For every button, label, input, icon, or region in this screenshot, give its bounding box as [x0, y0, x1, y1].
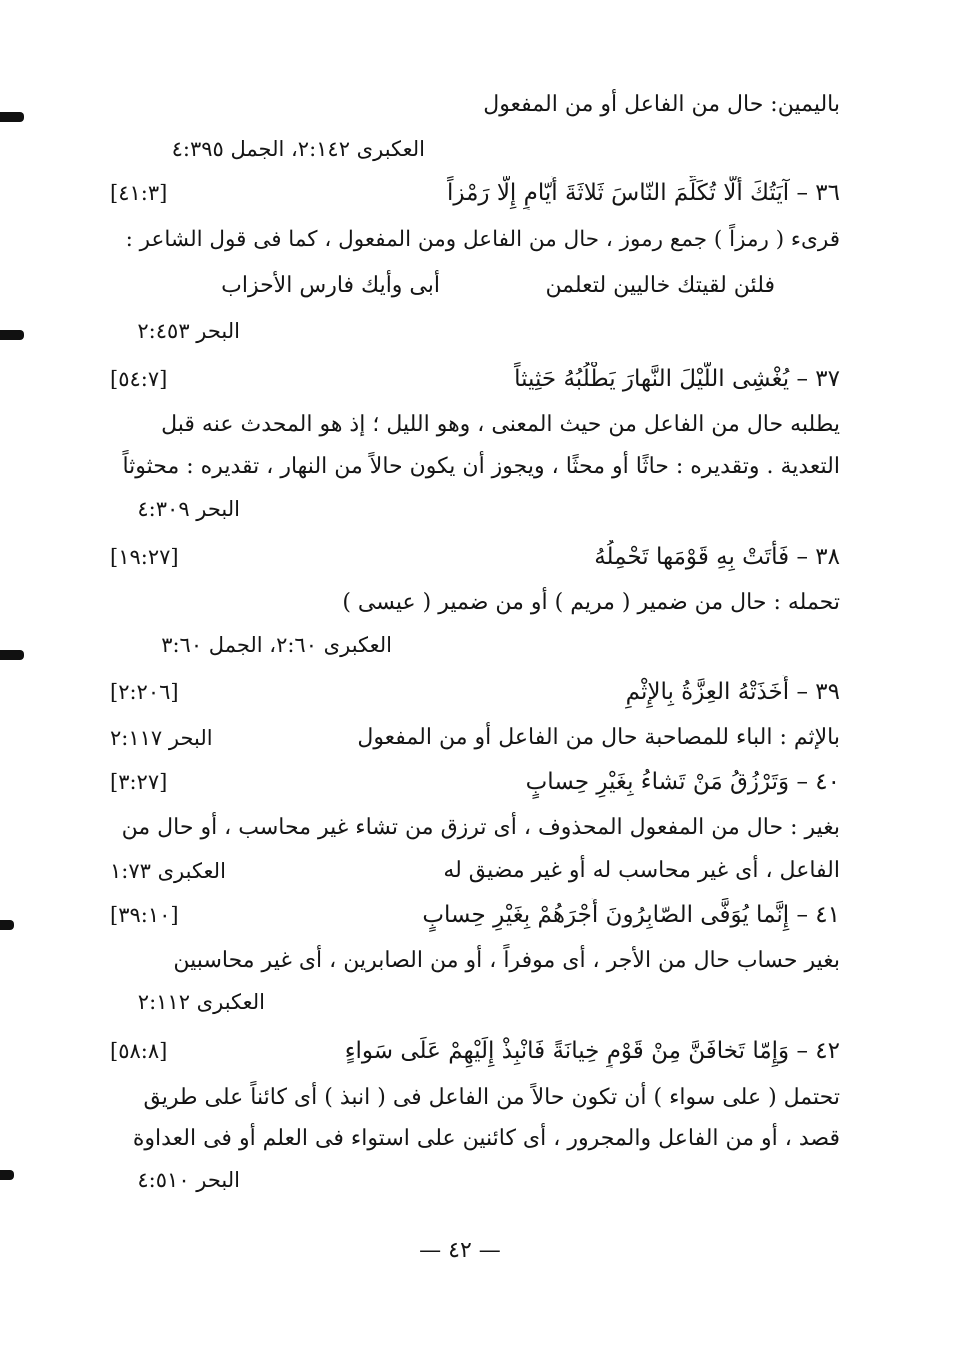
verse-line [110, 1034, 840, 1068]
source-citation: البحر ٤:٥۱۰ [137, 1168, 240, 1192]
text-line [110, 1081, 840, 1115]
verse-reference: [۷:٥٤] [110, 367, 168, 391]
commentary-text: قرىء ( رمزاً ) جمع رموز ، حال من الفاعل ومن المفعول ، كما فى قول الشاعر : [125, 227, 840, 252]
quran-verse: ۳۷ – يُغْشِى اللَّيْلَ النَّهارَ يَطْلُبُهُ حَثِيثاً [514, 366, 840, 392]
quran-verse: ٤۰ – وَتَرْزُقُ مَنْ تَشاءُ بِغَيْرِ حِسابٍ [525, 769, 840, 795]
text-line [110, 408, 840, 442]
text-line [110, 88, 840, 122]
verse-reference: [۲:۲۰٦] [110, 680, 179, 704]
source-citation: البحر ۲:۱۱۷ [110, 726, 213, 750]
text-line [110, 1122, 840, 1156]
verse-reference: [۱۹:۲۷] [110, 545, 179, 569]
source-citation: العکبری ۱:۷۳ [110, 859, 226, 883]
text-line [110, 586, 840, 620]
text-line [110, 628, 840, 662]
binding-mark [0, 920, 14, 930]
commentary-text: تحمله : حال من ضمير ( مريم ) أو من ضمير ( عيسى ) [342, 590, 840, 615]
commentary-text: الفاعل ، أى غير محاسب له أو غير مضيق له [443, 858, 840, 883]
text-line [110, 721, 840, 755]
quran-verse: ۳٦ – آیَتُكَ أَلَّا تُكَلِّمَ النّاسَ ثَلاثَةَ أَیّامٍ إِلَّا رَمْزاً [447, 180, 840, 206]
binding-mark [0, 650, 24, 660]
commentary-text: بالیمین: حال من الفاعل أو من المفعول [483, 92, 840, 117]
commentary-text: بالإثم : الباء للمصاحبة حال من الفاعل أو من المفعول [357, 725, 840, 750]
text-line [110, 811, 840, 845]
quran-verse: ۳۸ – فَأَتَتْ بِهِ قَوْمَها تَحْمِلُهُ [594, 544, 840, 570]
text-line [110, 492, 840, 526]
verse-reference: [۳:٤۱] [110, 181, 168, 205]
verse-line [110, 765, 840, 799]
commentary-text: بغير : حال من المفعول المحذوف ، أى ترزق من تشاء غير محاسب ، أو حال من [121, 815, 840, 840]
commentary-text: تحتمل ( على سواء ) أن تكون حالاً من الفاعل فى ( انبذ ) أى كائناً على طريق [143, 1085, 840, 1110]
text-line [110, 854, 840, 888]
text-line [110, 223, 840, 257]
source-citation: العکبری ۲:۱۱۲ [137, 990, 265, 1014]
binding-mark [0, 1170, 14, 1180]
text-line [110, 450, 840, 484]
quran-verse: ٤۲ – وَإِمّا تَخافَنَّ مِنْ قَوْمٍ خِيانَةً فَانْبِذْ إِلَيْهِمْ عَلَى سَواءٍ [344, 1038, 840, 1064]
commentary-text: قصد ، أو من الفاعل والمجرور ، أى كائنين على استواء فى العلم أو فى العداوة [132, 1126, 840, 1151]
binding-mark [0, 330, 24, 340]
source-citation: العکبری ۲:۱٤۲، الجمل ٤:۳۹٥ [171, 137, 425, 161]
verse-line [110, 362, 840, 396]
page-number: — ٤۲ — [419, 1238, 501, 1263]
text-line [110, 314, 840, 348]
source-citation: البحر ٤:۳۰۹ [137, 497, 240, 521]
text-line [110, 1163, 840, 1197]
quran-verse: ٤۱ – إِنَّما يُوَفَّى الصّابِرُونَ أَجْرَهُمْ بِغَيْرِ حِسابٍ [422, 902, 840, 928]
poetry-hemistich-first: فلئن لقيتك خاليين لتعلمن [545, 273, 775, 298]
commentary-text: يطلبه حال من الفاعل من حيث المعنى ، وهو الليل ؛ إذ هو المحدث عنه قبل [161, 412, 840, 437]
text-line [110, 985, 840, 1019]
verse-line [110, 176, 840, 210]
verse-line [110, 898, 840, 932]
binding-mark [0, 112, 24, 122]
verse-reference: [۳۹:۱۰] [110, 903, 179, 927]
quran-verse: ۳۹ – أَخَذَتْهُ العِزَّةُ بِالإِثْمِ [625, 679, 840, 705]
verse-line [110, 540, 840, 574]
commentary-text: التعدية . وتقديره : حاثًا أو محثًا ، ويجوز أن يكون حالاً من النهار ، تقديره : محثوثاً [122, 454, 840, 479]
text-line [110, 132, 840, 166]
poetry-line [110, 269, 840, 303]
verse-reference: [۸:٥۸] [110, 1039, 168, 1063]
source-citation: العکبری ۲:٦۰، الجمل ۳:٦۰ [161, 633, 392, 657]
verse-reference: [۳:۲۷] [110, 770, 168, 794]
text-line [110, 944, 840, 978]
source-citation: البحر ۲:٤٥۳ [137, 319, 240, 343]
verse-line [110, 675, 840, 709]
commentary-text: بغير حساب حال من الأجر ، أى موفراً ، أو من الصابرين ، أى غير محاسبين [173, 948, 840, 973]
poetry-hemistich-second: أبى وأيك فارس الأحزاب [221, 273, 440, 298]
